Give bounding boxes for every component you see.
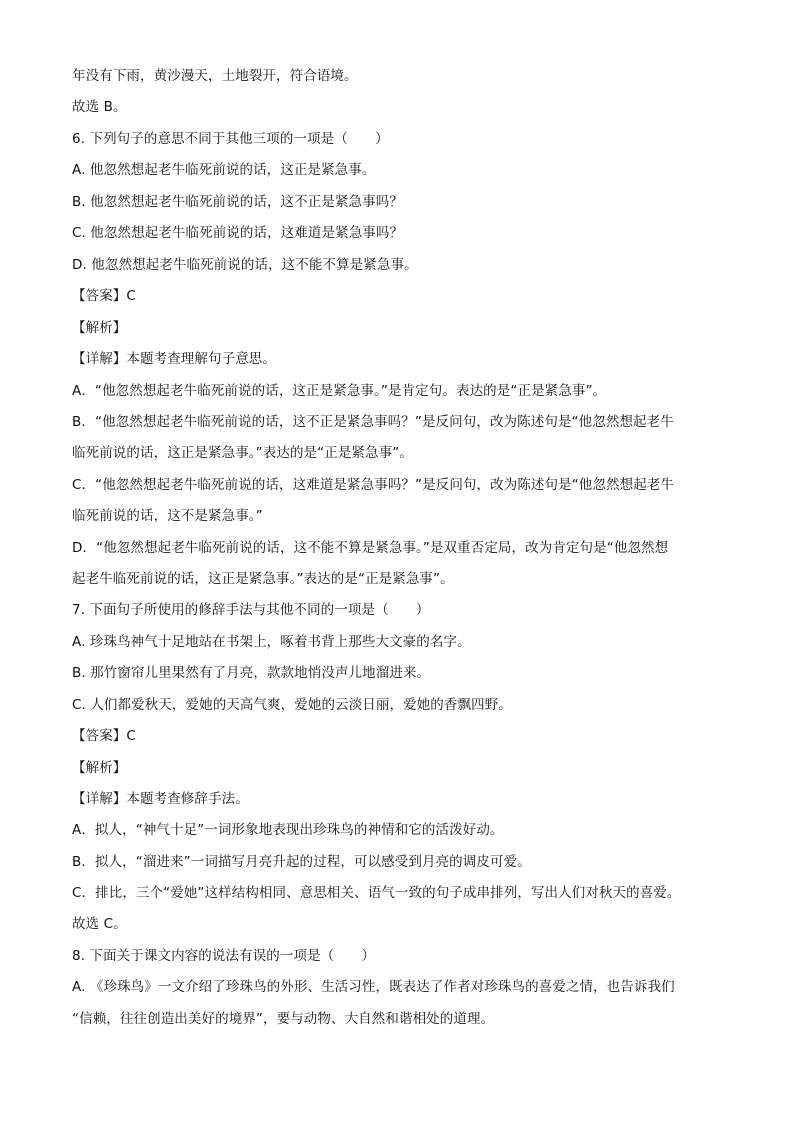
analysis-label: 【解析】	[72, 760, 127, 776]
explanation-line: D．“他忽然想起老牛临死前说的话，这不能不算是紧急事。”是双重否定局，改为肯定句是“他忽然想	[72, 540, 669, 556]
explanation-line: C．“他忽然想起老牛临死前说的话，这难道是紧急事吗？”是反问句，改为陈述句是“他忽然想起老牛	[72, 477, 675, 493]
analysis-label: 【解析】	[72, 320, 127, 336]
text-line: 年没有下雨，黄沙漫天，土地裂开，符合语境。	[72, 68, 358, 84]
question-7-option-b: B. 那竹窗帘儿里果然有了月亮，款款地悄没声儿地溜进来。	[72, 665, 431, 681]
question-6-option-b: B. 他忽然想起老牛临死前说的话，这不正是紧急事吗？	[72, 194, 403, 210]
answer-label: 【答案】C	[72, 728, 136, 744]
explanation-line: 起老牛临死前说的话，这正是紧急事。”表达的是“正是紧急事”。	[72, 571, 454, 587]
question-6-option-a: A. 他忽然想起老牛临死前说的话，这正是紧急事。	[72, 162, 376, 178]
explanation-line: B．“他忽然想起老牛临死前说的话，这不正是紧急事吗？”是反问句，改为陈述句是“他忽然想起老牛	[72, 414, 674, 430]
explanation-line: 临死前说的话，这正是紧急事。”表达的是“正是紧急事”。	[72, 445, 413, 461]
detail-label: 【详解】本题考查理解句子意思。	[72, 351, 276, 367]
explanation-line: A．拟人，“神气十足”一词形象地表现出珍珠鸟的神情和它的活泼好动。	[72, 822, 504, 838]
text-line: 故选 B。	[72, 99, 127, 115]
text-line: 故选 C。	[72, 916, 127, 932]
question-7-option-c: C. 人们都爱秋天，爱她的天高气爽，爱她的云淡日丽，爱她的香飘四野。	[72, 697, 512, 713]
question-8-option-a: A. 《珍珠鸟》一文介绍了珍珠鸟的外形、生活习性，既表达了作者对珍珠鸟的喜爱之情，也告诉我们	[72, 979, 675, 995]
explanation-line: 临死前说的话，这不是紧急事。”	[72, 508, 263, 524]
question-6-stem: 6. 下列句子的意思不同于其他三项的一项是（ ）	[72, 131, 389, 147]
explanation-line: A．“他忽然想起老牛临死前说的话，这正是紧急事。”是肯定句。表达的是“正是紧急事”。	[72, 383, 607, 399]
detail-label: 【详解】本题考查修辞手法。	[72, 791, 249, 807]
question-8-option-a-cont: “信赖，往往创造出美好的境界”，要与动物、大自然和谐相处的道理。	[72, 1011, 495, 1027]
answer-label: 【答案】C	[72, 288, 136, 304]
question-6-option-c: C. 他忽然想起老牛临死前说的话，这难道是紧急事吗？	[72, 225, 404, 241]
explanation-line: C．排比，三个“爱她”这样结构相同、意思相关、语气一致的句子成串排列，写出人们对秋天的喜爱。	[72, 885, 681, 901]
question-7-option-a: A. 珍珠鸟神气十足地站在书架上，啄着书背上那些大文豪的名字。	[72, 634, 471, 650]
question-7-stem: 7. 下面句子所使用的修辞手法与其他不同的一项是（ ）	[72, 602, 430, 618]
question-6-option-d: D. 他忽然想起老牛临死前说的话，这不能不算是紧急事。	[72, 257, 418, 273]
explanation-line: B．拟人，“溜进来”一词描写月亮升起的过程，可以感受到月亮的调皮可爱。	[72, 854, 531, 870]
question-8-stem: 8. 下面关于课文内容的说法有误的一项是（ ）	[72, 948, 376, 964]
